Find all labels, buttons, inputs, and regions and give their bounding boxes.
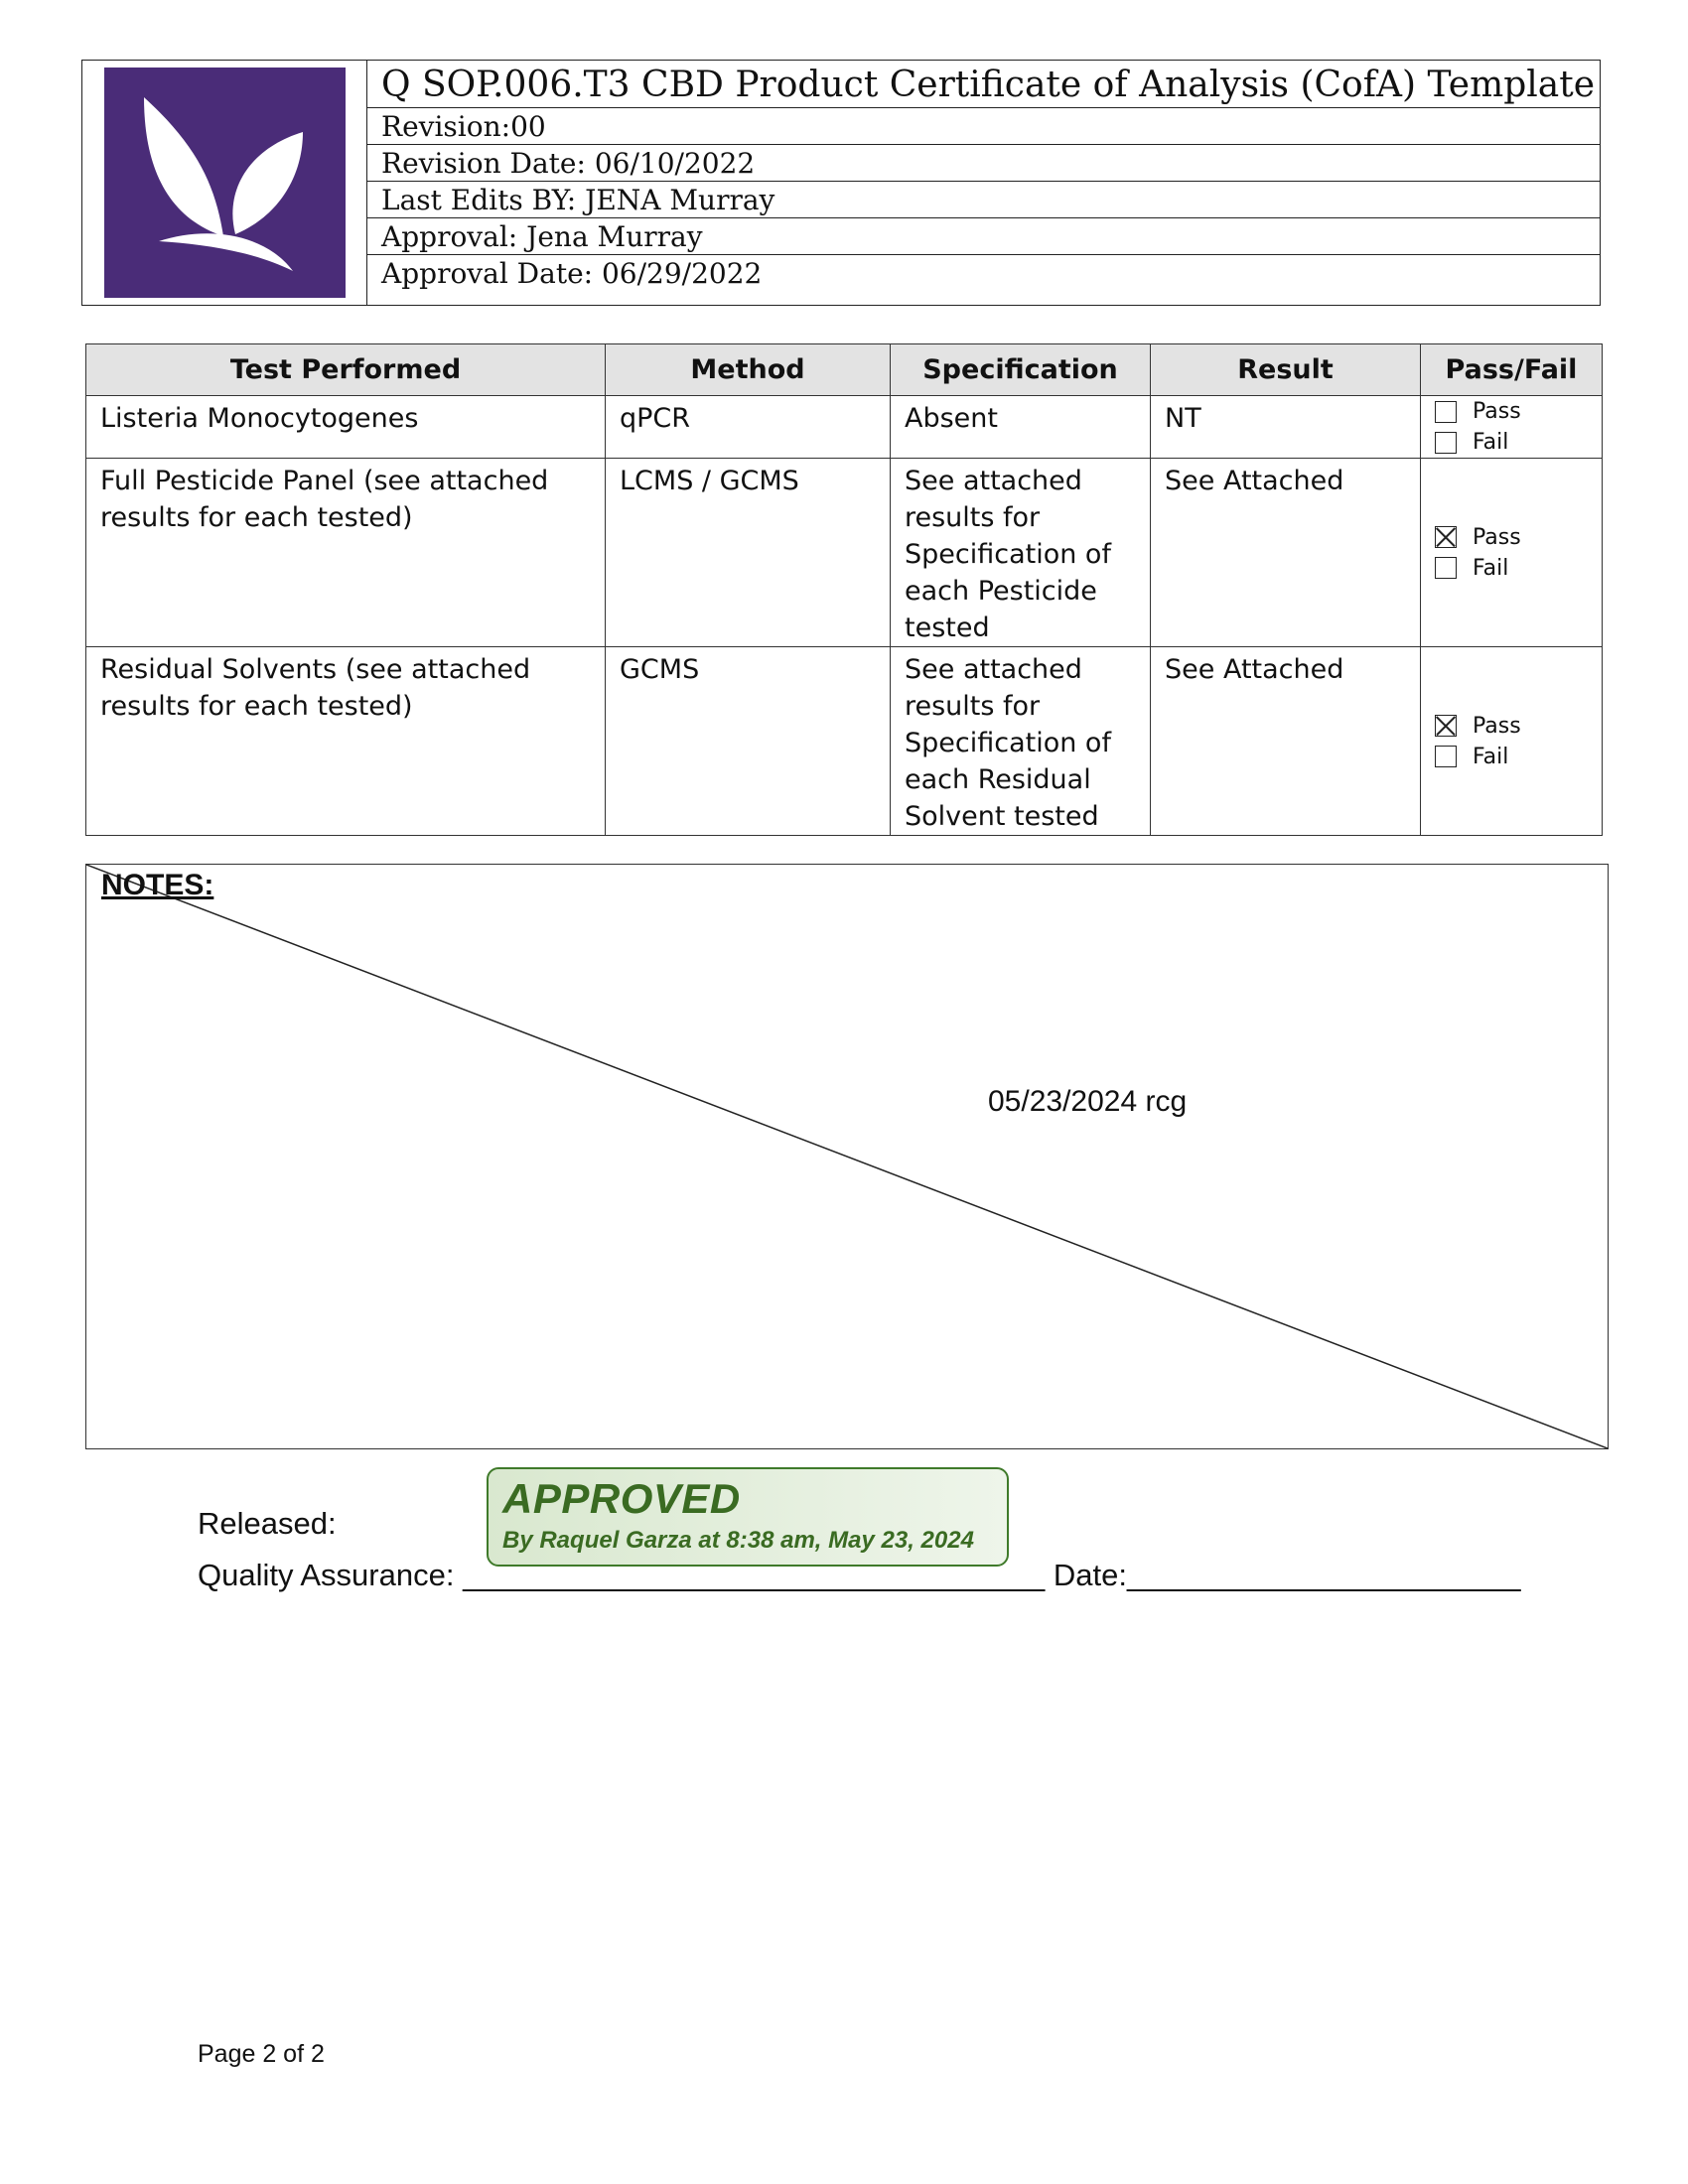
document-title: Q SOP.006.T3 CBD Product Certificate of Analysis (CofA) Template (367, 61, 1600, 108)
fail-checkbox[interactable] (1435, 746, 1457, 767)
released-label: Released: (198, 1506, 337, 1541)
specification-cell: Absent (891, 396, 1151, 459)
pass-fail-cell (1421, 647, 1603, 836)
approved-stamp (487, 1467, 1009, 1567)
specification-cell: See attached results for Specification of each Residual Solvent tested (891, 647, 1151, 836)
result-cell: NT (1151, 396, 1421, 459)
notes-box[interactable] (85, 864, 1609, 1449)
pass-option (1435, 396, 1602, 427)
pass-fail-cell (1421, 396, 1603, 459)
specification-cell: See attached results for Specification of each Pesticide tested (891, 459, 1151, 647)
method-cell: GCMS (606, 647, 891, 836)
leaf-logo-icon (104, 68, 346, 298)
result-cell: See Attached (1151, 647, 1421, 836)
pass-option (1435, 711, 1602, 742)
pass-label: Pass (1473, 399, 1521, 424)
test-cell: Listeria Monocytogenes (86, 396, 606, 459)
column-header: Method (606, 344, 891, 396)
approval: Approval: Jena Murray (367, 218, 1600, 255)
strike-through-line (86, 865, 1608, 1448)
notes-entry: 05/23/2024 rcg (988, 1085, 1188, 1118)
revision-date: Revision Date: 06/10/2022 (367, 145, 1600, 182)
fail-label: Fail (1473, 555, 1509, 581)
pass-fail-cell (1421, 459, 1603, 647)
fail-label: Fail (1473, 430, 1509, 455)
pass-label: Pass (1473, 713, 1521, 739)
column-header: Test Performed (86, 344, 606, 396)
fail-option (1435, 427, 1602, 458)
test-cell: Residual Solvents (see attached results for each tested) (86, 647, 606, 836)
pass-option (1435, 522, 1602, 553)
column-header: Result (1151, 344, 1421, 396)
revision: Revision:00 (367, 108, 1600, 145)
table-row (86, 647, 1603, 836)
column-header: Specification (891, 344, 1151, 396)
table-row (86, 459, 1603, 647)
document-header (81, 60, 1601, 306)
approval-date: Approval Date: 06/29/2022 (381, 257, 763, 290)
pass-label: Pass (1473, 524, 1521, 550)
fail-label: Fail (1473, 744, 1509, 769)
fail-option (1435, 742, 1602, 772)
pass-checkbox[interactable] (1435, 526, 1457, 548)
stamp-title: APPROVED (502, 1475, 741, 1522)
stamp-subtitle: By Raquel Garza at 8:38 am, May 23, 2024 (502, 1527, 974, 1554)
pass-checkbox[interactable] (1435, 401, 1457, 423)
page-number: Page 2 of 2 (198, 2040, 325, 2068)
fail-checkbox[interactable] (1435, 432, 1457, 454)
last-edits: Last Edits BY: JENA Murray (367, 182, 1600, 218)
pass-checkbox[interactable] (1435, 715, 1457, 737)
tests-table (85, 343, 1603, 836)
quality-assurance-line: Quality Assurance: __________________________________ Date:_______________________ (198, 1558, 1521, 1592)
logo-cell (82, 61, 367, 305)
method-cell: qPCR (606, 396, 891, 459)
method-cell: LCMS / GCMS (606, 459, 891, 647)
table-row (86, 396, 1603, 459)
header-info (367, 61, 1600, 305)
result-cell: See Attached (1151, 459, 1421, 647)
notes-label: NOTES: (101, 869, 214, 901)
test-cell: Full Pesticide Panel (see attached results for each tested) (86, 459, 606, 647)
column-header: Pass/Fail (1421, 344, 1603, 396)
fail-option (1435, 553, 1602, 584)
table-header-row (86, 344, 1603, 396)
fail-checkbox[interactable] (1435, 557, 1457, 579)
